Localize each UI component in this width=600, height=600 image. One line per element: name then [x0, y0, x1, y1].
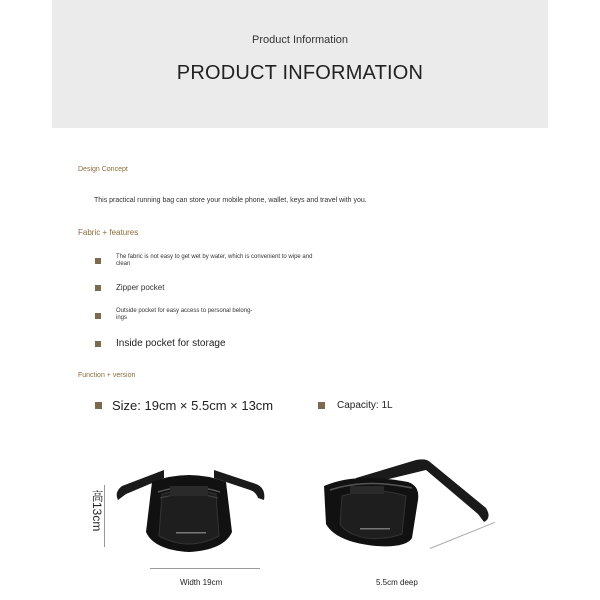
width-measure-line — [150, 568, 260, 569]
page-title: PRODUCT INFORMATION — [176, 62, 424, 84]
fabric-features-title: Fabric + features — [78, 228, 139, 237]
depth-label: 5.5cm deep — [376, 578, 418, 587]
feature-bullet-icon — [95, 258, 101, 264]
width-label: Width 19cm — [180, 578, 223, 587]
spec-bullet-icon — [95, 402, 102, 409]
feature-item — [116, 308, 252, 322]
spec-bullet-icon — [318, 402, 325, 409]
feature-item-line: Outside pocket for easy access to personal belong- — [116, 308, 253, 314]
feature-bullet-icon — [95, 341, 101, 347]
height-label: 高13cm — [90, 490, 104, 532]
design-concept-text: This practical running bag can store your mobile phone, wallet, keys and travel with you. — [94, 197, 367, 204]
header-subtitle: Product Information — [252, 34, 348, 46]
bag-side-image — [316, 452, 496, 562]
feature-bullet-icon — [95, 285, 101, 291]
size-spec: Size: 19cm × 5.5cm × 13cm — [112, 398, 274, 413]
feature-item: Zipper pocket — [116, 283, 165, 292]
feature-item-line: ings — [116, 315, 128, 321]
design-concept-title: Design Concept — [78, 166, 128, 173]
feature-item — [116, 254, 312, 268]
feature-item: Inside pocket for storage — [116, 338, 226, 349]
feature-item-line: clean — [116, 261, 131, 267]
feature-bullet-icon — [95, 313, 101, 319]
bag-front-image — [104, 452, 274, 572]
function-version-title: Function + version — [78, 372, 136, 379]
feature-item-line: The fabric is not easy to get wet by water, which is convenient to wipe and — [116, 254, 313, 260]
capacity-spec: Capacity: 1L — [337, 400, 393, 411]
